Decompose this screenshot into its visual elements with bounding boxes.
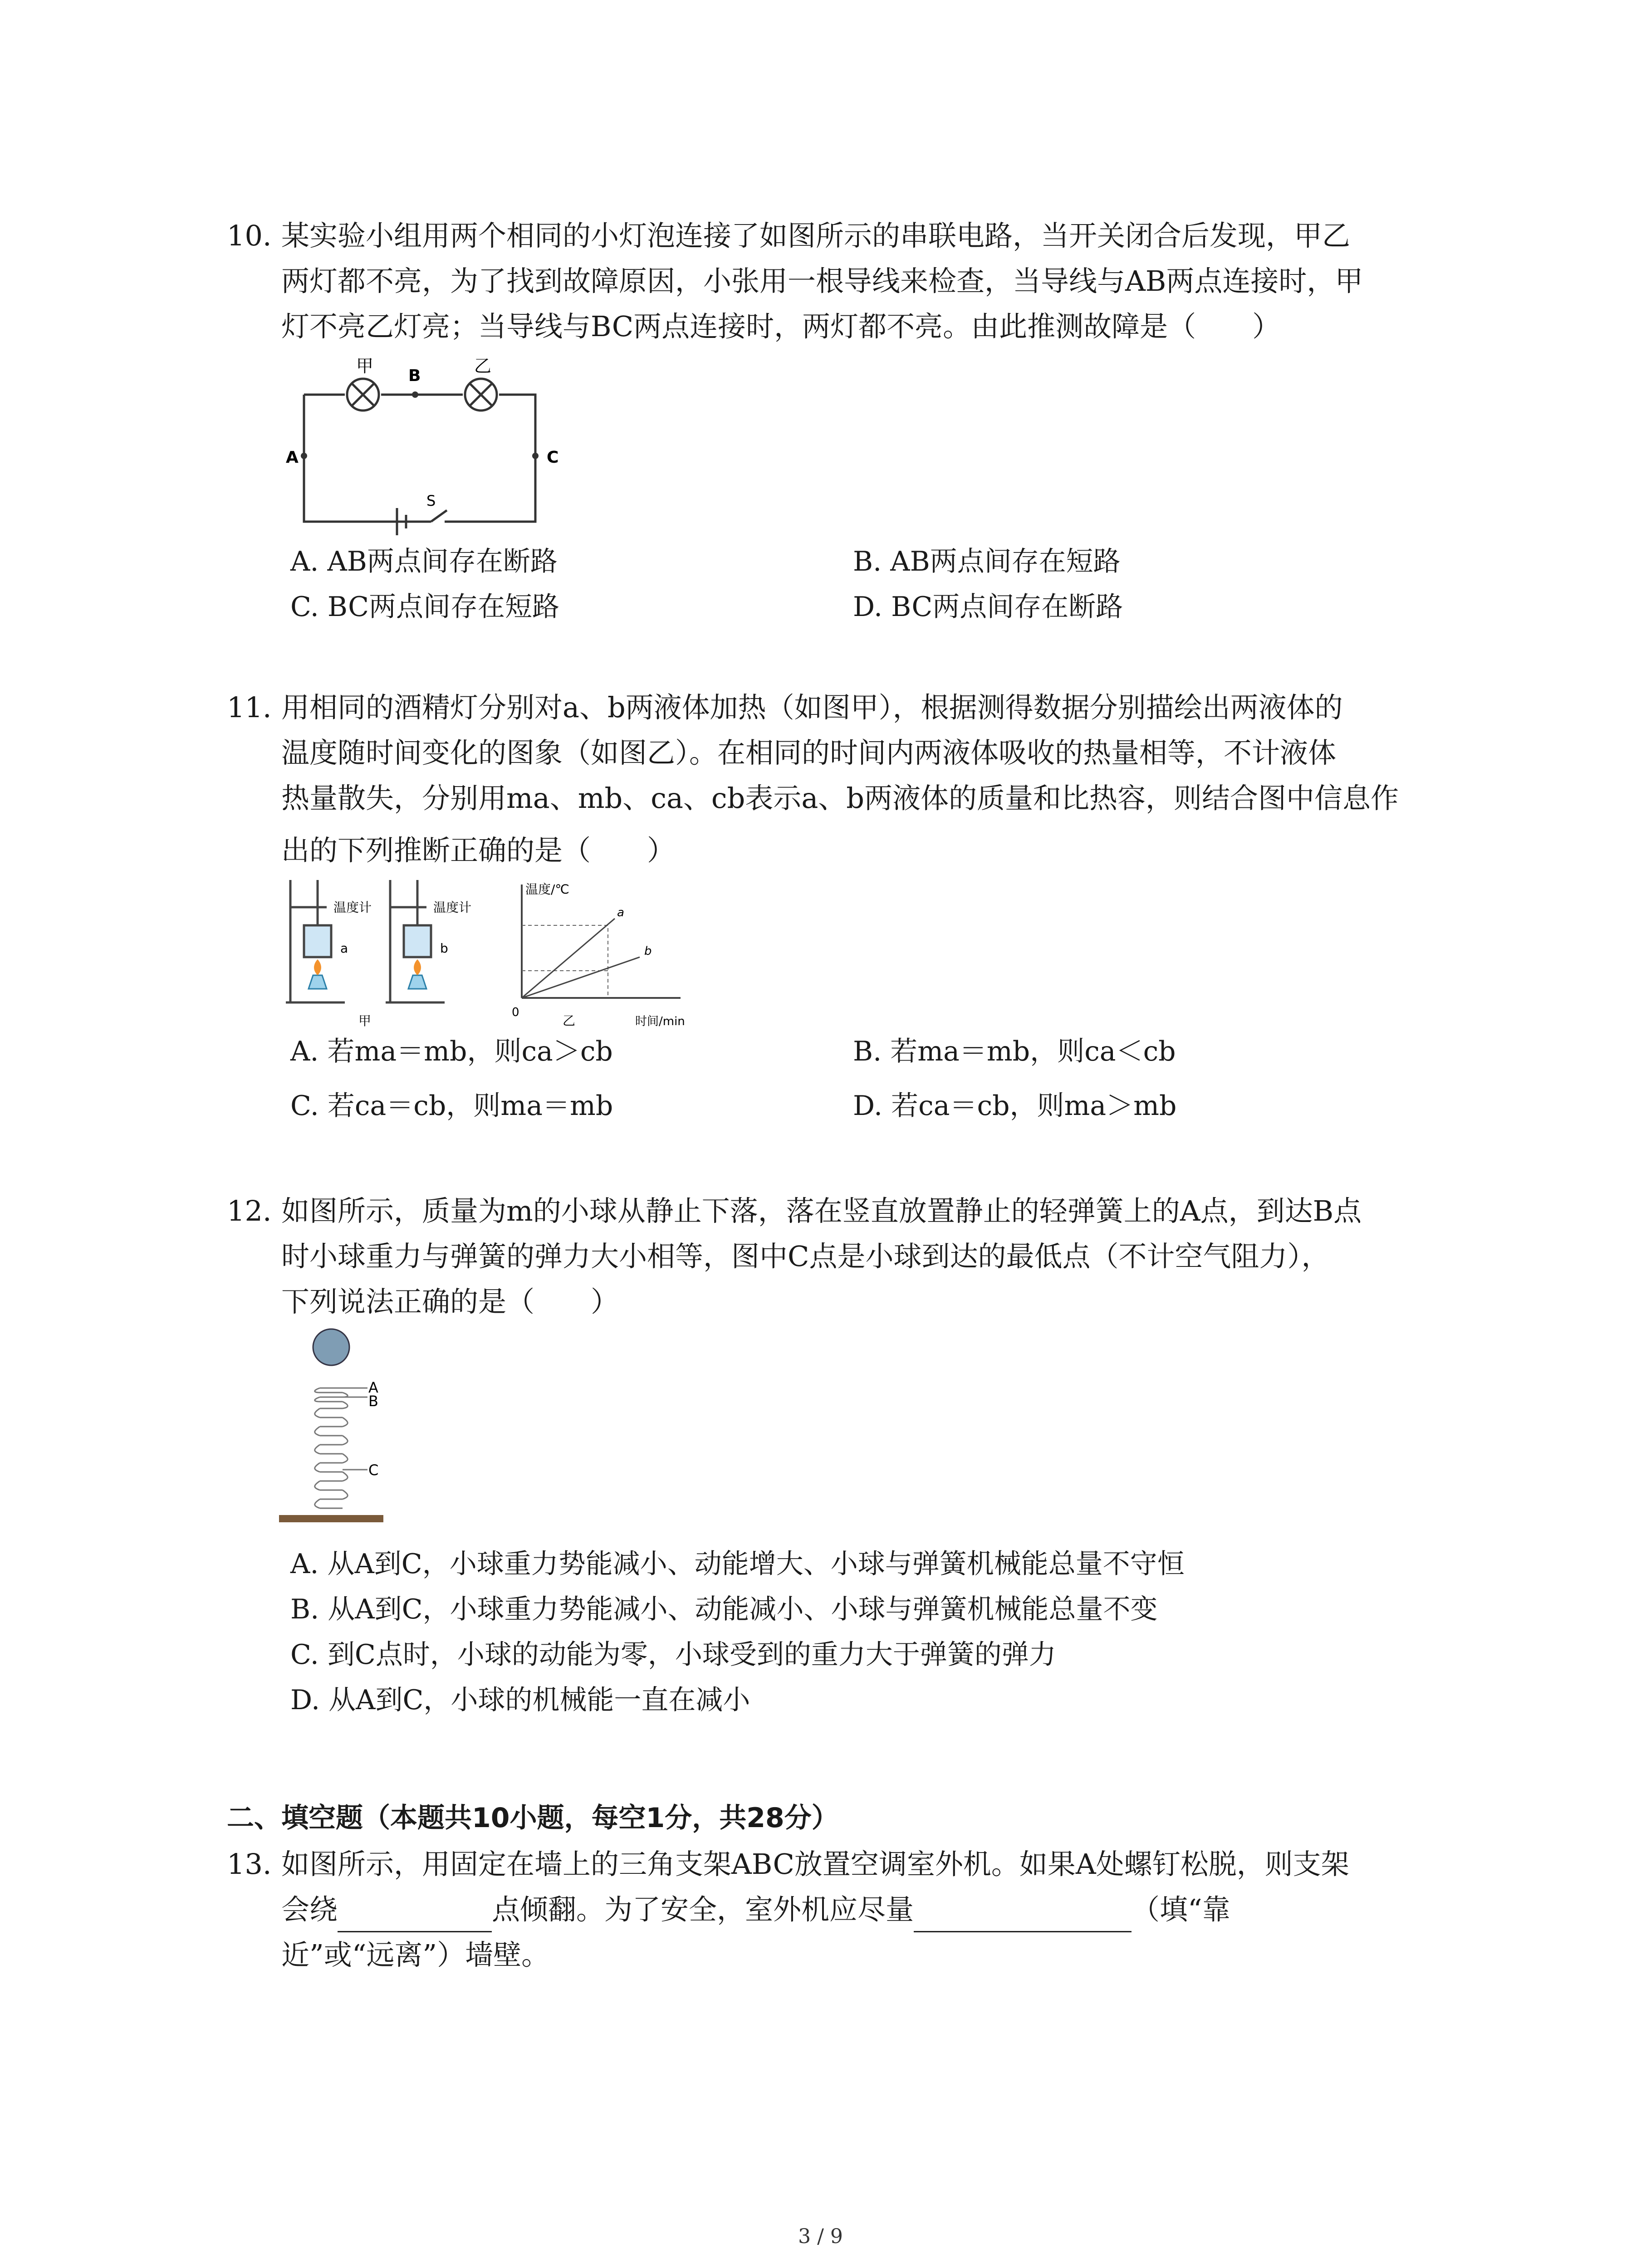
graph-origin: 0 [512, 1006, 519, 1019]
option-a[interactable]: A. 从A到C，小球重力势能减小、动能增大、小球与弹簧机械能总量不守恒 [290, 1548, 1185, 1580]
question-number: 11. [227, 691, 272, 724]
question-text-line: 如图所示，用固定在墙上的三角支架ABC放置空调室外机。如果A处螺钉松脱，则支架 [281, 1848, 1349, 1881]
option-c[interactable]: C. 若ca＝cb，则ma＝mb [290, 1090, 613, 1122]
option-c[interactable]: C. 到C点时，小球的动能为零，小球受到的重力大于弹簧的弹力 [290, 1639, 1056, 1671]
lamp-label-yi: 乙 [474, 356, 492, 376]
text-segment: 点倾翻。为了安全，室外机应尽量 [492, 1893, 914, 1926]
graph-line-b [522, 957, 640, 998]
question-text-line: 灯不亮乙灯亮；当导线与BC两点连接时，两灯都不亮。由此推测故障是（ ） [281, 310, 1281, 343]
figure-label-jia: 甲 [358, 1013, 372, 1028]
liquid-label-a: a [340, 941, 348, 956]
text-segment: 会绕 [281, 1893, 338, 1926]
section-heading: 二、填空题（本题共10小题，每空1分，共28分） [227, 1802, 839, 1834]
heating-apparatus-diagram [277, 875, 712, 1034]
label-a: A [286, 448, 299, 467]
question-text-line: 某实验小组用两个相同的小灯泡连接了如图所示的串联电路，当开关闭合后发现，甲乙 [281, 219, 1351, 252]
graph-ylabel: 温度/℃ [525, 882, 569, 897]
point-c-label: C [368, 1461, 379, 1479]
question-text-line: 下列说法正确的是（ ） [281, 1285, 619, 1318]
graph-line-a-label: a [617, 906, 624, 919]
question-text-line: 出的下列推断正确的是（ ） [281, 834, 676, 867]
question-text-line: 时小球重力与弹簧的弹力大小相等，图中C点是小球到达的最低点（不计空气阻力）， [281, 1240, 1330, 1273]
option-d[interactable]: D. BC两点间存在断路 [853, 591, 1123, 623]
option-c[interactable]: C. BC两点间存在短路 [290, 591, 560, 623]
option-b[interactable]: B. 从A到C，小球重力势能减小、动能减小、小球与弹簧机械能总量不变 [290, 1593, 1158, 1625]
liquid-label-b: b [440, 941, 448, 956]
text-segment: （填“靠 [1132, 1893, 1230, 1926]
option-a[interactable]: A. AB两点间存在断路 [290, 546, 558, 577]
ball-icon [313, 1329, 349, 1365]
question-text-line: 温度随时间变化的图象（如图乙）。在相同的时间内两液体吸收的热量相等，不计液体 [281, 736, 1337, 769]
graph-xlabel: 时间/min [635, 1015, 685, 1028]
option-d[interactable]: D. 若ca＝cb，则ma＞mb [853, 1090, 1177, 1122]
question-number: 12. [227, 1194, 272, 1227]
thermometer-label-2: 温度计 [433, 900, 472, 915]
answer-blank-1[interactable] [338, 1899, 492, 1932]
point-a-label: A [368, 1379, 378, 1396]
option-d[interactable]: D. 从A到C，小球的机械能一直在减小 [290, 1684, 750, 1716]
graph-line-a [522, 919, 615, 998]
label-b: B [408, 367, 421, 385]
page-number: 3 / 9 [798, 2225, 843, 2248]
question-number: 13. [227, 1848, 272, 1881]
spring-ball-diagram [272, 1320, 417, 1556]
label-switch: S [426, 492, 436, 509]
thermometer-label-1: 温度计 [333, 900, 372, 915]
node-c [532, 453, 539, 459]
node-a [301, 453, 307, 459]
option-b[interactable]: B. 若ma＝mb，则ca＜cb [853, 1036, 1176, 1067]
circuit-diagram [281, 354, 572, 535]
option-a[interactable]: A. 若ma＝mb，则ca＞cb [290, 1036, 613, 1067]
node-b [412, 391, 418, 398]
question-text-line: 用相同的酒精灯分别对a、b两液体加热（如图甲），根据测得数据分别描绘出两液体的 [281, 691, 1343, 724]
answer-blank-2[interactable] [914, 1899, 1132, 1932]
question-text-line: 两灯都不亮，为了找到故障原因，小张用一根导线来检查，当导线与AB两点连接时，甲 [281, 264, 1363, 298]
point-b-label: B [368, 1393, 378, 1410]
lamp-label-jia: 甲 [356, 356, 374, 376]
question-text-line: 如图所示，质量为m的小球从静止下落，落在竖直放置静止的轻弹簧上的A点，到达B点 [281, 1194, 1362, 1227]
question-text-line-2 [281, 1887, 1452, 1932]
graph-line-b-label: b [644, 944, 652, 958]
option-b[interactable]: B. AB两点间存在短路 [853, 546, 1121, 577]
question-text-line: 近”或“远离”）墙壁。 [281, 1938, 550, 1971]
figure-label-yi: 乙 [563, 1013, 576, 1028]
label-c: C [547, 448, 559, 467]
question-text-line: 热量散失，分别用ma、mb、ca、cb表示a、b两液体的质量和比热容，则结合图中信息作 [281, 782, 1399, 815]
question-number: 10. [227, 219, 272, 252]
